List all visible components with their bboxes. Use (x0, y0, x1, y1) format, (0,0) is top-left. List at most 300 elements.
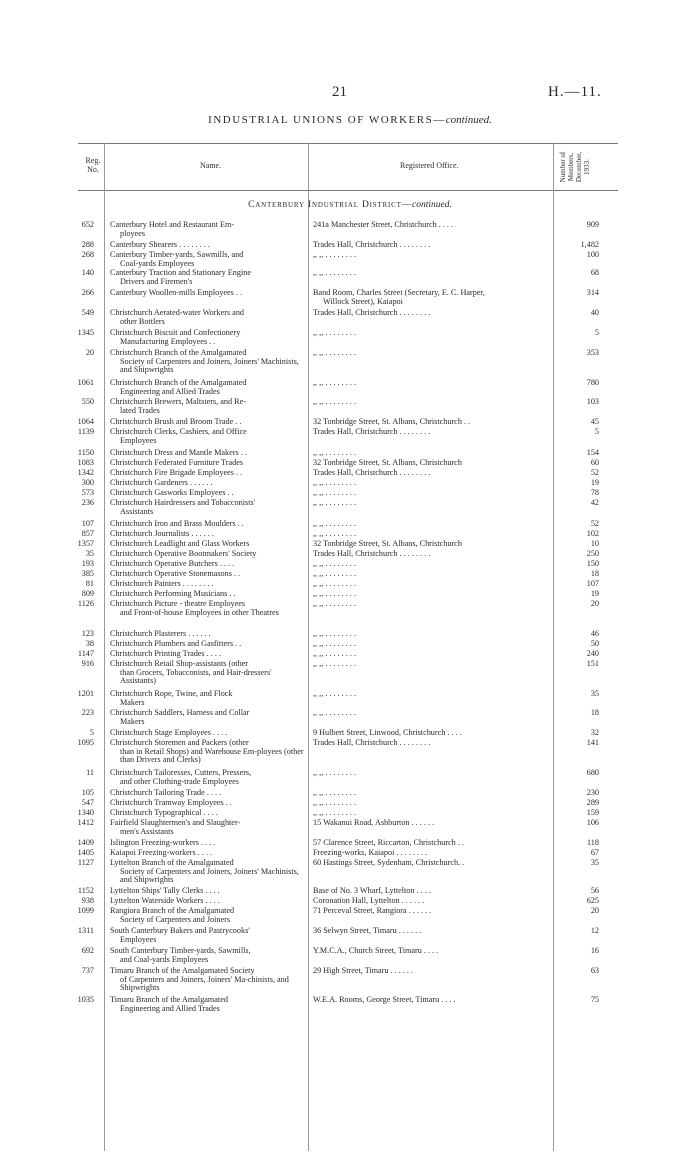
member-count: 32 (590, 728, 599, 737)
registered-office-line: ,, ,, . . . . . . . . (313, 329, 356, 337)
union-name (110, 927, 306, 944)
union-name (110, 650, 306, 659)
member-count: 106 (586, 818, 599, 827)
member-count: 314 (586, 288, 599, 297)
registered-office-line: ,, ,, . . . . . . . . (313, 560, 356, 568)
registered-office-line: Band Room, Charles Street (Secretary, E. C. Harper, (313, 289, 485, 297)
union-name (110, 640, 306, 649)
registered-office-line: ,, ,, . . . . . . . . (313, 570, 356, 578)
registered-office-line: ,, ,, . . . . . . . . (313, 789, 356, 797)
column-header-name: Name. (200, 161, 222, 170)
registered-office (313, 379, 553, 388)
union-name-continuation: men's Assistants (120, 826, 174, 836)
reg-number: 692 (81, 946, 94, 955)
union-name-line: Christchurch Retail Shop-assistants (other (110, 659, 249, 668)
reg-number: 547 (81, 798, 94, 807)
member-count: 159 (586, 808, 599, 817)
union-name-line: Christchurch Operative Butchers . . . . (110, 559, 235, 568)
member-count: 56 (590, 886, 599, 895)
union-name-line: Canterbury Hotel and Restaurant Em- (110, 220, 235, 229)
registered-office-line: ,, ,, . . . . . . . . (313, 449, 356, 457)
union-name-line: Christchurch Journalists . . . . . . (110, 529, 214, 538)
column-header-reg-no: Reg. No. (85, 156, 101, 174)
reg-number: 1409 (77, 838, 94, 847)
member-count: 141 (586, 738, 599, 747)
union-name (110, 349, 306, 375)
union-name (110, 799, 306, 808)
reg-number: 1127 (77, 858, 94, 867)
registered-office-line: ,, ,, . . . . . . . . (313, 479, 356, 487)
union-name-line: Christchurch Gasworks Employees . . (110, 488, 234, 497)
union-name-continuation: Manufacturing Employees . . (120, 336, 216, 346)
member-count: 45 (590, 417, 599, 426)
member-count: 5 (594, 328, 599, 337)
reg-number: 549 (81, 308, 94, 317)
registered-office-line: Trades Hall, Christchurch . . . . . . . . (313, 550, 431, 558)
registered-office-line: ,, ,, . . . . . . . . (313, 809, 356, 817)
reg-number: 5 (89, 728, 94, 737)
registered-office (313, 309, 553, 318)
page-number: 21 (332, 84, 347, 100)
registered-office (313, 927, 553, 936)
union-name-continuation: Engineering and Allied Trades (120, 386, 220, 396)
registered-office-line: Coronation Hall, Lyttelton . . . . . . (313, 897, 425, 905)
reg-number: 1064 (77, 417, 94, 426)
registered-office-line: ,, ,, . . . . . . . . (313, 379, 356, 387)
union-name-continuation: Assistants (120, 506, 154, 516)
header-rule-top (78, 143, 618, 144)
registered-office-line: 15 Wakanui Road, Ashburton . . . . . . (313, 819, 435, 827)
union-name-line: South Canterbury Timber-yards, Sawmills, (110, 946, 251, 955)
member-count: 60 (590, 458, 599, 467)
union-name (110, 289, 306, 298)
reg-number: 236 (81, 498, 94, 507)
reg-number: 38 (85, 639, 94, 648)
union-name (110, 489, 306, 498)
union-name-line: Canterbury Timber-yards, Sawmills, and (110, 250, 244, 259)
member-count: 20 (590, 599, 599, 608)
reg-number: 123 (81, 629, 94, 638)
union-name (110, 459, 306, 468)
reg-number: 35 (85, 549, 94, 558)
registered-office-line: 36 Selwyn Street, Timaru . . . . . . (313, 927, 422, 935)
union-name-line: Christchurch Branch of the Amalgamated (110, 348, 247, 357)
union-name-continuation: other Bottlers (120, 316, 165, 326)
registered-office-line: ,, ,, . . . . . . . . (313, 709, 356, 717)
reg-number: 1311 (77, 926, 94, 935)
union-name-line: Christchurch Brewers, Maltsters, and Re- (110, 397, 246, 406)
registered-office-line: ,, ,, . . . . . . . . (313, 630, 356, 638)
registered-office (313, 570, 553, 579)
union-name-continuation: Coal-yards Employees (120, 258, 195, 268)
column-header-office: Registered Office. (400, 161, 459, 170)
registered-office-line: ,, ,, . . . . . . . . (313, 660, 356, 668)
registered-office (313, 560, 553, 569)
member-count: 75 (590, 995, 599, 1004)
reg-number: 1083 (77, 458, 94, 467)
registered-office-line: ,, ,, . . . . . . . . (313, 398, 356, 406)
reg-number: 266 (81, 288, 94, 297)
registered-office (313, 398, 553, 407)
registered-office-line: Trades Hall, Christchurch . . . . . . . . (313, 241, 431, 249)
reg-number: 193 (81, 559, 94, 568)
reg-number: 1345 (77, 328, 94, 337)
registered-office-line: ,, ,, . . . . . . . . (313, 349, 356, 357)
reg-number: 1061 (77, 378, 94, 387)
union-name-line: Christchurch Gardeners . . . . . . (110, 478, 213, 487)
reg-number: 1342 (77, 468, 94, 477)
registered-office (313, 897, 553, 906)
registered-office-line: W.E.A. Rooms, George Street, Timaru . . . . (313, 996, 456, 1004)
union-name (110, 630, 306, 639)
union-name (110, 379, 306, 396)
union-name (110, 418, 306, 427)
registered-office (313, 887, 553, 896)
registered-office-line: 241a Manchester Street, Christchurch . . . . (313, 221, 454, 229)
union-name (110, 560, 306, 569)
union-name (110, 590, 306, 599)
registered-office (313, 690, 553, 699)
reg-number: 1340 (77, 808, 94, 817)
union-name (110, 967, 306, 993)
union-name-line: Lyttelton Waterside Workers . . . . (110, 896, 220, 905)
union-name-line: Timaru Branch of the Amalgamated (110, 995, 228, 1004)
reg-number: 11 (86, 768, 94, 777)
union-name-line: Fairfield Slaughtermen's and Slaughter- (110, 818, 241, 827)
member-count: 102 (586, 529, 599, 538)
union-name-line: Christchurch Branch of the Amalgamated (110, 378, 247, 387)
union-name-line: Christchurch Printing Trades . . . . (110, 649, 221, 658)
union-name (110, 709, 306, 726)
registered-office-line: Y.M.C.A., Church Street, Timaru . . . . (313, 947, 439, 955)
union-name-continuation: Makers (120, 716, 145, 726)
member-count: 680 (586, 768, 599, 777)
member-count: 118 (587, 838, 599, 847)
member-count: 353 (586, 348, 599, 357)
union-name-line: Christchurch Operative Stonemasons . . (110, 569, 241, 578)
union-name-line: Christchurch Stage Employees . . . . (110, 728, 228, 737)
reg-number: 300 (81, 478, 94, 487)
member-count: 625 (586, 896, 599, 905)
union-name (110, 897, 306, 906)
union-name-line: Christchurch Operative Bootmakers' Society (110, 549, 257, 558)
union-name-continuation: than Grocers, Tobacconists, and Hair-dressers' Assistants) (120, 667, 272, 686)
reg-number: 1126 (77, 599, 94, 608)
union-name-continuation: Society of Carpenters and Joiners (120, 914, 231, 924)
registered-office (313, 907, 553, 916)
union-name (110, 660, 306, 686)
registered-office (313, 799, 553, 808)
reg-number: 938 (81, 896, 94, 905)
union-name-line: Rangiora Branch of the Amalgamated (110, 906, 235, 915)
member-count: 103 (586, 397, 599, 406)
union-name-line: Christchurch Leadlight and Glass Workers (110, 539, 250, 548)
registered-office (313, 221, 553, 230)
section-heading (0, 200, 700, 210)
member-count: 250 (586, 549, 599, 558)
union-name-continuation: Society of Carpenters and Joiners, Joiners' Machinists, and Shipwrights (120, 356, 299, 375)
registered-office (313, 947, 553, 956)
reg-number: 573 (81, 488, 94, 497)
member-count: 1,482 (580, 240, 599, 249)
union-name-continuation: of Carpenters and Joiners, Joiners' Ma-chinists, and Shipwrights (120, 974, 289, 993)
reg-number: 385 (81, 569, 94, 578)
registered-office-line: ,, ,, . . . . . . . . (313, 530, 356, 538)
union-name-line: Christchurch Tailoresses, Cutters, Pressers, (110, 768, 252, 777)
union-name (110, 809, 306, 818)
registered-office (313, 489, 553, 498)
member-count: 42 (590, 498, 599, 507)
registered-office (313, 349, 553, 358)
union-name (110, 520, 306, 529)
reg-number: 916 (81, 659, 94, 668)
registered-office-line: Trades Hall, Christchurch . . . . . . . . (313, 309, 431, 317)
union-name-line: Christchurch Tailoring Trade . . . . (110, 788, 222, 797)
reg-number: 105 (81, 788, 94, 797)
registered-office (313, 499, 553, 508)
union-name-continuation: Society of Carpenters and Joiners, Joiners' Machinists, and Shipwrights (120, 866, 299, 885)
column-divider-name (308, 143, 309, 1151)
union-name-line: Christchurch Performing Musicians . . (110, 589, 236, 598)
column-divider-office (553, 143, 554, 1151)
reg-number: 1035 (77, 995, 94, 1004)
registered-office (313, 329, 553, 338)
member-count: 909 (586, 220, 599, 229)
reg-number: 737 (81, 966, 94, 975)
union-name-line: Christchurch Saddlers, Harness and Collar (110, 708, 250, 717)
union-name-line: Christchurch Clerks, Cashiers, and Office (110, 427, 247, 436)
registered-office-line: 71 Perceval Street, Rangiora . . . . . . (313, 907, 432, 915)
union-name-line: Christchurch Federated Furniture Trades (110, 458, 244, 467)
union-name-continuation: ployees (120, 228, 146, 238)
registered-office (313, 289, 553, 306)
registered-office (313, 650, 553, 659)
section-heading-text: Canterbury Industrial District— (248, 200, 413, 210)
registered-office-line: 9 Hulbert Street, Linwood, Christchurch . . . . (313, 729, 462, 737)
reg-number: 1152 (77, 886, 94, 895)
member-count: 107 (586, 579, 599, 588)
registered-office (313, 739, 553, 748)
registered-office (313, 709, 553, 718)
union-name (110, 398, 306, 415)
member-count: 78 (590, 488, 599, 497)
registered-office-line: Freezing-works, Kaiapoi . . . . . . . . (313, 849, 428, 857)
registered-office (313, 640, 553, 649)
registered-office-line: 32 Tonbridge Street, St. Albans, Christchurch . . (313, 418, 471, 426)
member-count: 52 (590, 519, 599, 528)
registered-office-line: Trades Hall, Christchurch . . . . . . . . (313, 428, 431, 436)
union-name (110, 540, 306, 549)
registered-office (313, 459, 553, 468)
registered-office-line: Base of No. 3 Wharf, Lyttelton . . . . (313, 887, 431, 895)
reg-number: 857 (81, 529, 94, 538)
registered-office (313, 729, 553, 738)
registered-office-line: ,, ,, . . . . . . . . (313, 269, 356, 277)
registered-office-line: ,, ,, . . . . . . . . (313, 499, 356, 507)
union-name-line: Islington Freezing-workers . . . . (110, 838, 216, 847)
union-name (110, 839, 306, 848)
registered-office-line: ,, ,, . . . . . . . . (313, 769, 356, 777)
registered-office-line: 57 Clarence Street, Riccarton, Christchurch . . (313, 839, 464, 847)
member-count: 35 (590, 858, 599, 867)
union-name (110, 251, 306, 268)
union-name-line: Christchurch Storemen and Packers (other (110, 738, 249, 747)
union-name-continuation: Employees (120, 435, 157, 445)
section-heading-continued: continued. (412, 200, 452, 210)
header-rule-bottom (78, 190, 618, 191)
registered-office (313, 859, 553, 868)
member-count: 12 (590, 926, 599, 935)
registered-office (313, 967, 553, 976)
union-name-line: Christchurch Brush and Broom Trade . . (110, 417, 242, 426)
reg-number: 268 (81, 250, 94, 259)
registered-office (313, 418, 553, 427)
union-name (110, 241, 306, 250)
union-name-line: Lyttelton Branch of the Amalgamated (110, 858, 234, 867)
union-name-continuation: and other Clothing-trade Employees (120, 776, 239, 786)
union-name (110, 570, 306, 579)
union-name (110, 849, 306, 858)
union-name-line: Christchurch Dress and Mantle Makers . . (110, 448, 247, 457)
registered-office-line: ,, ,, . . . . . . . . (313, 520, 356, 528)
union-name-line: Christchurch Fire Brigade Employees . . (110, 468, 243, 477)
union-name-line: Christchurch Plasterers . . . . . . (110, 629, 211, 638)
registered-office (313, 630, 553, 639)
reg-number: 1095 (77, 738, 94, 747)
page-title-continued: continued. (445, 114, 492, 126)
union-name (110, 269, 306, 286)
member-count: 19 (590, 589, 599, 598)
union-name-continuation: and Coal-yards Employees (120, 954, 209, 964)
member-count: 780 (586, 378, 599, 387)
registered-office-line: ,, ,, . . . . . . . . (313, 640, 356, 648)
reg-number: 550 (81, 397, 94, 406)
member-count: 289 (586, 798, 599, 807)
registered-office (313, 839, 553, 848)
member-count: 46 (590, 629, 599, 638)
registered-office (313, 769, 553, 778)
registered-office (313, 530, 553, 539)
registered-office-line: 60 Hastings Street, Sydenham, Christchurch. . (313, 859, 465, 867)
union-name-line: South Canterbury Bakers and Pastrycooks' (110, 926, 250, 935)
member-count: 151 (586, 659, 599, 668)
union-name (110, 499, 306, 516)
union-name-continuation: Makers (120, 697, 145, 707)
union-name-continuation: Drivers and Firemen's (120, 276, 193, 286)
registered-office (313, 520, 553, 529)
union-name-line: Timaru Branch of the Amalgamated Society (110, 966, 255, 975)
union-name (110, 600, 306, 617)
member-count: 10 (590, 539, 599, 548)
union-name (110, 690, 306, 707)
registered-office-line: ,, ,, . . . . . . . . (313, 590, 356, 598)
union-name-line: Christchurch Aerated-water Workers and (110, 308, 245, 317)
member-count: 230 (586, 788, 599, 797)
member-count: 20 (590, 906, 599, 915)
union-name-continuation: Employees (120, 934, 157, 944)
reg-number: 1412 (77, 818, 94, 827)
member-count: 150 (586, 559, 599, 568)
registered-office (313, 660, 553, 669)
registered-office-line: ,, ,, . . . . . . . . (313, 600, 356, 608)
member-count: 154 (586, 448, 599, 457)
union-name-line: Christchurch Iron and Brass Moulders . . (110, 519, 244, 528)
member-count: 40 (590, 308, 599, 317)
union-name (110, 996, 306, 1013)
union-name-line: Kaiapoi Freezing-workers . . . . (110, 848, 213, 857)
reg-number: 223 (81, 708, 94, 717)
union-name-line: Christchurch Typographical . . . . (110, 808, 218, 817)
registered-office (313, 428, 553, 437)
registered-office-line: 32 Tonbridge Street, St. Albans, Christchurch (313, 459, 462, 467)
union-name-line: Canterbury Woollen-mills Employees . . (110, 288, 242, 297)
union-name (110, 739, 306, 765)
union-name-continuation: Engineering and Allied Trades (120, 1003, 220, 1013)
registered-office (313, 789, 553, 798)
registered-office-line: ,, ,, . . . . . . . . (313, 799, 356, 807)
registered-office (313, 809, 553, 818)
union-name (110, 789, 306, 798)
reg-number: 20 (85, 348, 94, 357)
member-count: 50 (590, 639, 599, 648)
union-name-line: Christchurch Picture - theatre Employees (110, 599, 246, 608)
union-name-line: Christchurch Hairdressers and Tobacconists' (110, 498, 256, 507)
union-name (110, 550, 306, 559)
union-name-continuation: lated Trades (120, 405, 160, 415)
member-count: 5 (594, 427, 599, 436)
reg-number: 140 (81, 268, 94, 277)
reg-number: 1150 (77, 448, 94, 457)
member-count: 52 (590, 468, 599, 477)
union-name (110, 729, 306, 738)
member-count: 240 (586, 649, 599, 658)
union-name-line: Christchurch Biscuit and Confectionery (110, 328, 241, 337)
reg-number: 107 (81, 519, 94, 528)
union-name-continuation: and Front-of-house Employees in other Theatres (120, 607, 279, 617)
member-count: 16 (590, 946, 599, 955)
registered-office (313, 819, 553, 828)
registered-office-line: ,, ,, . . . . . . . . (313, 489, 356, 497)
reg-number: 81 (85, 579, 94, 588)
page-title (0, 114, 700, 126)
union-name-continuation: than in Retail Shops) and Warehouse Em-ployees (other than Drivers and Clerks) (120, 746, 304, 765)
reg-number: 1201 (77, 689, 94, 698)
registered-office (313, 241, 553, 250)
registered-office-line: Trades Hall, Christchurch . . . . . . . . (313, 469, 431, 477)
registered-office (313, 580, 553, 589)
member-count: 68 (590, 268, 599, 277)
union-name-line: Christchurch Rope, Twine, and Flock (110, 689, 233, 698)
page-reference: H.—11. (548, 84, 602, 100)
union-name (110, 859, 306, 885)
union-name (110, 580, 306, 589)
column-divider-reg (104, 143, 105, 1151)
reg-number: 288 (81, 240, 94, 249)
registered-office (313, 269, 553, 278)
union-name (110, 469, 306, 478)
union-name (110, 887, 306, 896)
member-count: 100 (586, 250, 599, 259)
union-name-line: Christchurch Painters . . . . . . . . (110, 579, 214, 588)
registered-office (313, 469, 553, 478)
union-name (110, 819, 306, 836)
union-name-line: Canterbury Shearers . . . . . . . . (110, 240, 210, 249)
union-name (110, 530, 306, 539)
reg-number: 1147 (77, 649, 94, 658)
registered-office (313, 251, 553, 260)
union-name (110, 947, 306, 964)
registered-office (313, 996, 553, 1005)
